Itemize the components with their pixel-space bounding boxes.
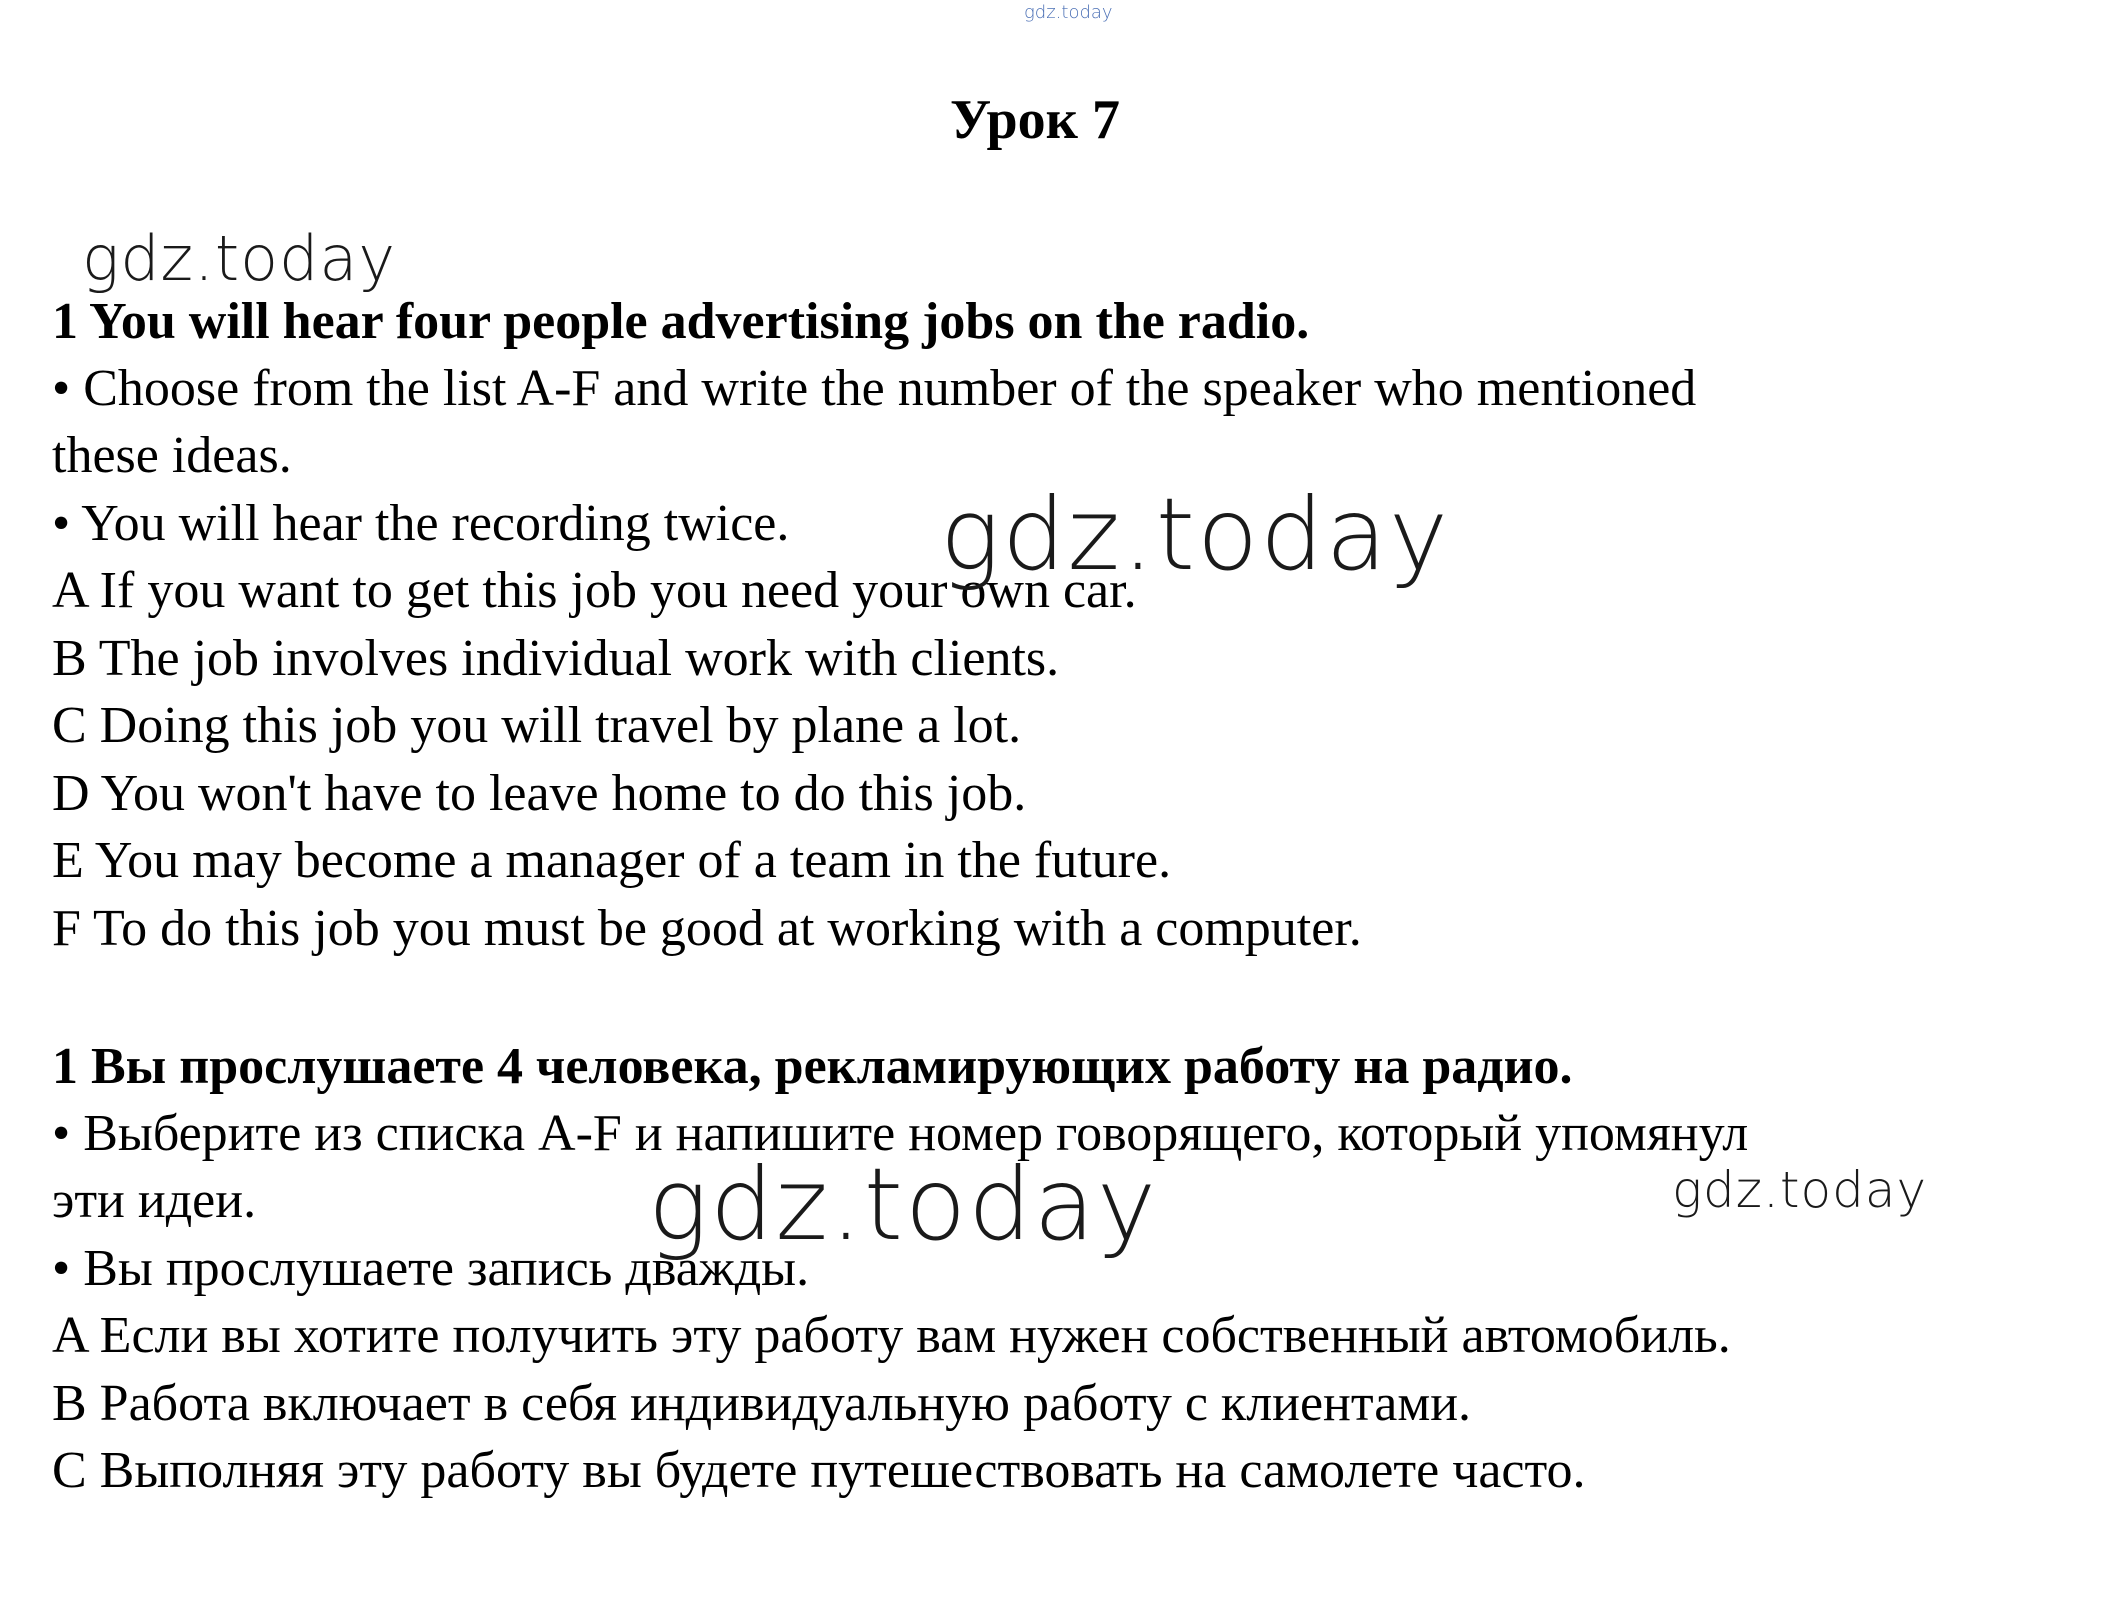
english-task-heading: 1 You will hear four people advertising jobs on the radio.: [52, 293, 1310, 350]
watermark: gdz.today: [82, 222, 397, 295]
watermark: gdz.today: [1672, 1161, 1928, 1219]
english-option-b: B The job involves individual work with clients.: [52, 630, 1060, 687]
russian-task-heading: 1 Вы прослушаете 4 человека, рекламирующих работу на радио.: [52, 1038, 1573, 1095]
russian-instruction-1: • Выберите из списка A-F и напишите номер говорящего, который упомянул: [52, 1105, 1749, 1162]
watermark: gdz.today: [648, 1146, 1159, 1263]
page-title: Урок 7: [950, 89, 1120, 151]
russian-instruction-1-cont: эти идеи.: [52, 1172, 257, 1229]
english-instruction-1: • Choose from the list A-F and write the number of the speaker who mentioned: [52, 360, 1697, 417]
english-instruction-2: • You will hear the recording twice.: [52, 495, 790, 552]
watermark: gdz.today: [940, 476, 1451, 593]
russian-option-a: A Если вы хотите получить эту работу вам нужен собственный автомобиль.: [52, 1307, 1731, 1364]
english-option-a: A If you want to get this job you need your own car.: [52, 562, 1137, 619]
russian-option-b: B Работа включает в себя индивидуальную работу с клиентами.: [52, 1375, 1472, 1432]
english-option-c: C Doing this job you will travel by plane a lot.: [52, 697, 1022, 754]
english-option-e: E You may become a manager of a team in the future.: [52, 832, 1172, 889]
english-option-d: D You won't have to leave home to do this job.: [52, 765, 1027, 822]
english-option-f: F To do this job you must be good at working with a computer.: [52, 900, 1362, 957]
russian-option-c: C Выполняя эту работу вы будете путешествовать на самолете часто.: [52, 1442, 1586, 1499]
russian-instruction-2: • Вы прослушаете запись дважды.: [52, 1240, 810, 1297]
english-instruction-1-cont: these ideas.: [52, 427, 292, 484]
watermark-top: gdz.today: [1024, 2, 1113, 23]
